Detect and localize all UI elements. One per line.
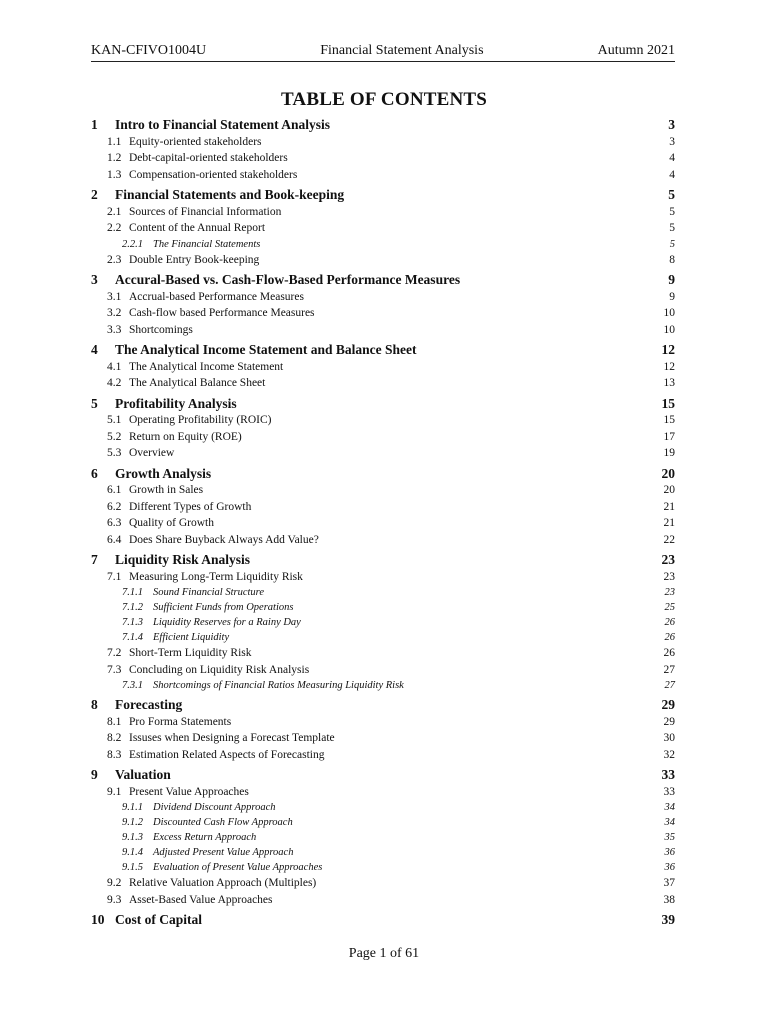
toc-entry-title: Return on Equity (ROE)	[129, 430, 242, 443]
toc-entry-label	[122, 600, 665, 615]
toc-entry-label	[107, 305, 664, 322]
toc-entry-label	[91, 341, 662, 359]
toc-entry-label	[107, 784, 664, 801]
toc-entry-title: The Financial Statements	[153, 238, 261, 250]
toc-entry-level-2[interactable]	[91, 445, 675, 462]
toc-entry-title: Different Types of Growth	[129, 500, 252, 513]
toc-entry-label	[122, 845, 665, 860]
toc-entry-level-2[interactable]	[91, 569, 675, 586]
toc-entry-label	[91, 696, 662, 714]
toc-entry-title: Present Value Approaches	[129, 785, 249, 798]
toc-entry-page: 5	[669, 222, 675, 234]
toc-entry-page: 26	[663, 647, 675, 659]
toc-entry-level-2[interactable]	[91, 252, 675, 269]
toc-entry-label	[107, 429, 664, 446]
toc-entry-page: 26	[664, 632, 675, 643]
toc-entry-label	[91, 395, 662, 413]
toc-entry-level-2[interactable]	[91, 662, 675, 679]
toc-entry-label	[122, 678, 665, 693]
toc-entry-page: 26	[664, 617, 675, 628]
toc-entry-label	[107, 662, 664, 679]
toc-entry-level-2[interactable]	[91, 645, 675, 662]
toc-entry-label	[107, 499, 664, 516]
toc-entry-level-1[interactable]	[91, 341, 675, 359]
toc-entry-title: Discounted Cash Flow Approach	[153, 817, 293, 828]
toc-entry-title: Quality of Growth	[129, 517, 214, 529]
toc-entry-level-2[interactable]	[91, 499, 675, 516]
toc-entry-page: 29	[661, 697, 675, 712]
toc-entry-label	[107, 252, 669, 269]
toc-entry-number: 6	[91, 465, 98, 481]
toc-entry-page: 22	[663, 533, 675, 546]
toc-entry-page: 36	[664, 862, 675, 873]
toc-entry-label	[107, 645, 664, 662]
toc-entry-number: 7.1.1	[122, 587, 143, 598]
toc-entry-number: 9.1.5	[122, 862, 143, 873]
toc-entry-page: 5	[669, 238, 675, 250]
toc-entry-page: 3	[669, 135, 675, 148]
toc-entry-label	[122, 860, 665, 875]
toc-entry-number: 9.1.1	[122, 802, 143, 813]
toc-entry-label	[107, 289, 669, 306]
toc-entry-page: 23	[663, 570, 675, 583]
toc-entry-level-2[interactable]	[91, 134, 675, 151]
toc-entry-level-2[interactable]	[91, 375, 675, 392]
toc-entry-page: 30	[663, 732, 675, 744]
toc-entry-level-1[interactable]	[91, 766, 675, 784]
toc-entry-title: Measuring Long-Term Liquidity Risk	[129, 570, 303, 583]
toc-entry-title: Operating Profitability (ROIC)	[129, 414, 272, 426]
toc-entry-title: Shortcomings of Financial Ratios Measuring Liquidity Risk	[153, 680, 404, 691]
toc-entry-level-3[interactable]	[91, 815, 675, 830]
toc-entry-page: 12	[661, 342, 675, 357]
toc-entry-page: 36	[664, 847, 675, 858]
toc-entry-number: 3.3	[107, 323, 122, 336]
toc-entry-title: Short-Term Liquidity Risk	[129, 647, 252, 659]
toc-entry-label	[107, 375, 664, 392]
toc-entry-number: 7.1.4	[122, 632, 143, 643]
toc-entry-page: 12	[663, 360, 675, 373]
toc-entry-title: The Analytical Balance Sheet	[129, 377, 266, 389]
toc-entry-title: Growth Analysis	[115, 465, 212, 481]
toc-entry-label	[107, 359, 664, 376]
toc-entry-title: Dividend Discount Approach	[153, 802, 276, 813]
toc-entry-label	[91, 116, 668, 134]
toc-entry-title: Concluding on Liquidity Risk Analysis	[129, 663, 310, 676]
page-footer: Page 1 of 61	[348, 946, 420, 961]
toc-entry-label	[107, 322, 664, 339]
toc-entry-number: 7.3.1	[122, 680, 143, 691]
toc-entry-page: 19	[663, 447, 675, 459]
toc-entry-label	[122, 800, 665, 815]
toc-entry-page: 8	[669, 253, 675, 266]
toc-entry-title: Excess Return Approach	[153, 832, 257, 843]
toc-entry-number: 7	[91, 552, 98, 567]
toc-entry-page: 27	[663, 663, 675, 676]
toc-entry-number: 9.1.4	[122, 847, 143, 858]
toc-entry-page: 38	[663, 893, 675, 906]
toc-entry-level-2[interactable]	[91, 747, 675, 764]
toc-entry-number: 4.2	[107, 377, 122, 389]
toc-entry-title: Cash-flow based Performance Measures	[129, 307, 315, 319]
toc-entry-label	[91, 766, 662, 784]
toc-entry-title: Shortcomings	[129, 323, 193, 336]
toc-entry-title: Forecasting	[115, 697, 183, 712]
toc-entry-title: Adjusted Present Value Approach	[153, 847, 294, 858]
toc-entry-label	[91, 271, 668, 289]
toc-entry-title: Financial Statements and Book-keeping	[115, 187, 345, 202]
toc-entry-title: Double Entry Book-keeping	[129, 253, 260, 266]
toc-entry-label	[107, 412, 664, 429]
toc-entry-page: 25	[664, 602, 675, 613]
toc-entry-title: Asset-Based Value Approaches	[129, 893, 273, 906]
toc-entry-number: 8.2	[107, 732, 122, 744]
toc-entry-number: 7.1.2	[122, 602, 143, 613]
table-of-contents	[91, 113, 675, 929]
toc-entry-title: Compensation-oriented stakeholders	[129, 168, 298, 181]
toc-entry-page: 20	[661, 465, 675, 481]
toc-entry-level-2[interactable]	[91, 429, 675, 446]
toc-entry-title: Relative Valuation Approach (Multiples)	[129, 877, 317, 889]
toc-entry-page: 27	[664, 680, 675, 691]
toc-entry-page: 15	[663, 414, 675, 426]
toc-entry-number: 1.3	[107, 168, 122, 181]
toc-entry-title: Overview	[129, 447, 175, 459]
toc-entry-number: 5	[91, 395, 98, 411]
toc-entry-level-1[interactable]	[91, 395, 675, 413]
toc-entry-page: 20	[663, 484, 675, 496]
toc-entry-number: 5.3	[107, 447, 122, 459]
toc-entry-level-2[interactable]	[91, 150, 675, 167]
toc-entry-page: 23	[664, 587, 675, 598]
toc-entry-page: 34	[664, 817, 675, 828]
toc-entry-label	[91, 551, 662, 569]
toc-entry-page: 3	[668, 117, 675, 132]
toc-entry-number: 2.2	[107, 222, 122, 234]
toc-entry-level-3[interactable]	[91, 845, 675, 860]
toc-entry-number: 6.3	[107, 517, 122, 529]
toc-entry-level-3[interactable]	[91, 678, 675, 693]
toc-entry-level-2[interactable]	[91, 714, 675, 731]
toc-entry-number: 5.2	[107, 430, 122, 443]
toc-entry-title: The Analytical Income Statement and Balance Sheet	[115, 342, 417, 357]
header-course-title: Financial Statement Analysis	[320, 43, 484, 58]
toc-entry-number: 6.2	[107, 500, 122, 513]
toc-entry-label	[122, 585, 665, 600]
toc-entry-title: Debt-capital-oriented stakeholders	[129, 152, 288, 164]
toc-entry-page: 37	[663, 877, 675, 889]
toc-entry-number: 7.1	[107, 570, 122, 583]
toc-entry-level-1[interactable]	[91, 911, 675, 929]
toc-entry-label	[107, 134, 669, 151]
toc-entry-level-2[interactable]	[91, 305, 675, 322]
toc-entry-label	[122, 615, 665, 630]
toc-entry-page: 4	[669, 168, 675, 181]
toc-entry-label	[107, 515, 664, 532]
toc-entry-number: 9.1	[107, 785, 122, 798]
toc-entry-page: 4	[669, 152, 675, 164]
toc-entry-number: 9.2	[107, 877, 122, 889]
toc-entry-level-2[interactable]	[91, 482, 675, 499]
toc-entry-number: 2.2.1	[122, 238, 143, 250]
toc-entry-level-3[interactable]	[91, 615, 675, 630]
toc-entry-page: 15	[661, 395, 675, 411]
toc-entry-title: Sufficient Funds from Operations	[153, 602, 294, 613]
toc-entry-level-2[interactable]	[91, 515, 675, 532]
toc-entry-title: Equity-oriented stakeholders	[129, 135, 262, 148]
toc-entry-number: 9	[91, 767, 98, 782]
toc-entry-label	[107, 569, 664, 586]
toc-entry-number: 1	[91, 117, 98, 132]
toc-entry-title: Sound Financial Structure	[153, 587, 265, 598]
toc-entry-number: 3	[91, 272, 98, 287]
toc-entry-page: 21	[663, 517, 675, 529]
toc-entry-level-2[interactable]	[91, 322, 675, 339]
toc-entry-level-1[interactable]	[91, 551, 675, 569]
toc-entry-label	[107, 532, 664, 549]
toc-entry-level-3[interactable]	[91, 860, 675, 875]
toc-entry-label	[107, 730, 664, 747]
toc-entry-label	[122, 830, 665, 845]
toc-entry-page: 29	[663, 715, 675, 728]
toc-entry-title: Accrual-based Performance Measures	[129, 290, 304, 303]
toc-entry-number: 5.1	[107, 414, 122, 426]
toc-entry-number: 9.1.3	[122, 832, 143, 843]
toc-entry-title: Sources of Financial Information	[129, 205, 282, 218]
header-semester: Autumn 2021	[597, 43, 675, 58]
toc-entry-title: Cost of Capital	[115, 912, 202, 927]
toc-entry-page: 13	[663, 377, 675, 389]
toc-entry-label	[107, 220, 669, 237]
toc-entry-number: 2.3	[107, 253, 122, 266]
toc-entry-title: Estimation Related Aspects of Forecasting	[129, 748, 325, 761]
toc-entry-level-2[interactable]	[91, 220, 675, 237]
toc-entry-title: The Analytical Income Statement	[129, 360, 284, 373]
toc-entry-level-2[interactable]	[91, 784, 675, 801]
toc-entry-number: 1.1	[107, 135, 122, 148]
toc-entry-number: 2	[91, 187, 98, 202]
toc-entry-page: 21	[663, 500, 675, 513]
toc-entry-label	[122, 815, 665, 830]
toc-entry-level-1[interactable]	[91, 186, 675, 204]
toc-entry-level-2[interactable]	[91, 532, 675, 549]
toc-entry-level-2[interactable]	[91, 167, 675, 184]
page-title: TABLE OF CONTENTS	[280, 89, 488, 110]
toc-entry-page: 34	[664, 802, 675, 813]
toc-entry-label	[91, 186, 668, 204]
toc-entry-label	[107, 150, 669, 167]
toc-entry-level-2[interactable]	[91, 892, 675, 909]
toc-entry-number: 3.1	[107, 290, 122, 303]
toc-entry-label	[107, 445, 664, 462]
toc-entry-level-2[interactable]	[91, 204, 675, 221]
toc-entry-page: 32	[663, 748, 675, 761]
toc-entry-label	[122, 237, 670, 252]
toc-entry-level-3[interactable]	[91, 800, 675, 815]
toc-entry-level-1[interactable]	[91, 696, 675, 714]
toc-entry-title: Pro Forma Statements	[129, 715, 232, 728]
toc-entry-title: Valuation	[115, 767, 171, 782]
toc-entry-level-2[interactable]	[91, 730, 675, 747]
toc-entry-title: Efficient Liquidity	[153, 632, 230, 643]
toc-entry-number: 8	[91, 697, 98, 712]
toc-entry-level-1[interactable]	[91, 116, 675, 134]
toc-entry-page: 33	[661, 767, 675, 782]
toc-entry-label	[107, 714, 664, 731]
toc-entry-title: Accural-Based vs. Cash-Flow-Based Performance Measures	[115, 272, 461, 287]
toc-entry-number: 4.1	[107, 360, 122, 373]
toc-entry-page: 35	[664, 832, 675, 843]
toc-entry-number: 1.2	[107, 152, 122, 164]
toc-entry-page: 17	[663, 430, 675, 443]
toc-entry-title: Evaluation of Present Value Approaches	[153, 862, 323, 873]
toc-entry-title: Issuses when Designing a Forecast Template	[129, 732, 335, 744]
toc-entry-level-2[interactable]	[91, 412, 675, 429]
toc-entry-number: 7.2	[107, 647, 122, 659]
toc-entry-label	[107, 482, 664, 499]
toc-entry-number: 7.3	[107, 663, 122, 676]
toc-entry-number: 8.1	[107, 715, 122, 728]
toc-entry-page: 5	[668, 187, 675, 202]
toc-entry-page: 10	[663, 323, 675, 336]
toc-entry-page: 5	[669, 205, 675, 218]
toc-entry-number: 9.3	[107, 893, 122, 906]
toc-entry-level-2[interactable]	[91, 359, 675, 376]
toc-entry-number: 6.4	[107, 533, 122, 546]
toc-entry-title: Profitability Analysis	[115, 395, 237, 411]
toc-entry-page: 10	[663, 307, 675, 319]
header-course-code: KAN-CFIVO1004U	[91, 43, 207, 58]
toc-entry-level-3[interactable]	[91, 830, 675, 845]
toc-entry-label	[107, 747, 664, 764]
toc-entry-title: Intro to Financial Statement Analysis	[115, 117, 331, 132]
toc-entry-level-1[interactable]	[91, 271, 675, 289]
toc-entry-level-3[interactable]	[91, 585, 675, 600]
toc-entry-label	[91, 911, 662, 929]
toc-entry-label	[107, 875, 664, 892]
toc-entry-page: 33	[663, 785, 675, 798]
toc-entry-number: 8.3	[107, 748, 122, 761]
toc-entry-number: 2.1	[107, 205, 122, 218]
toc-entry-label	[91, 465, 662, 483]
page-header	[91, 42, 675, 62]
toc-entry-title: Liquidity Risk Analysis	[115, 552, 251, 567]
toc-entry-title: Content of the Annual Report	[129, 222, 266, 234]
toc-entry-title: Growth in Sales	[129, 484, 204, 496]
toc-entry-page: 9	[669, 290, 675, 303]
toc-entry-level-3[interactable]	[91, 630, 675, 645]
toc-entry-level-2[interactable]	[91, 289, 675, 306]
toc-entry-page: 9	[668, 272, 675, 287]
toc-entry-label	[122, 630, 665, 645]
toc-entry-title: Does Share Buyback Always Add Value?	[129, 533, 319, 546]
toc-entry-level-1[interactable]	[91, 465, 675, 483]
toc-entry-number: 4	[91, 342, 98, 357]
toc-entry-number: 3.2	[107, 307, 122, 319]
toc-entry-level-3[interactable]	[91, 237, 675, 252]
toc-entry-number: 10	[91, 912, 105, 927]
toc-entry-page: 23	[661, 552, 675, 567]
toc-entry-level-3[interactable]	[91, 600, 675, 615]
toc-entry-label	[107, 892, 664, 909]
toc-entry-number: 9.1.2	[122, 817, 143, 828]
toc-entry-title: Liquidity Reserves for a Rainy Day	[153, 617, 301, 628]
toc-entry-level-2[interactable]	[91, 875, 675, 892]
toc-entry-label	[107, 204, 669, 221]
toc-entry-number: 6.1	[107, 484, 122, 496]
toc-entry-page: 39	[661, 912, 675, 927]
toc-entry-number: 7.1.3	[122, 617, 143, 628]
toc-entry-label	[107, 167, 669, 184]
